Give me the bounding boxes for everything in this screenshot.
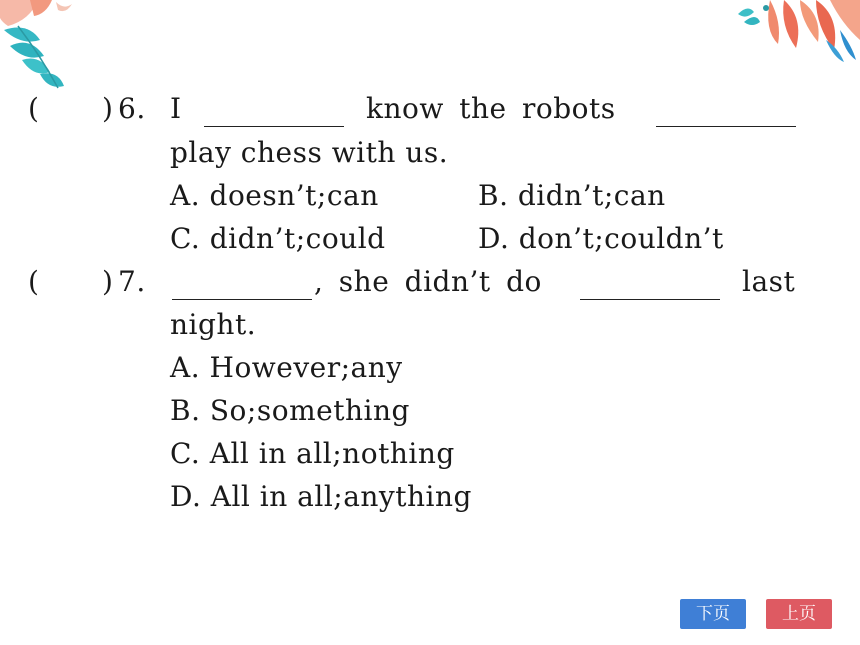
q6-option-c: C. didn’t;could	[170, 222, 386, 255]
leaf-decoration-icon	[0, 0, 90, 95]
q6-paren-close: )	[102, 92, 114, 125]
flower-decoration-icon	[730, 0, 860, 70]
q6-option-a: A. doesn’t;can	[170, 179, 379, 212]
q7-paren-open: (	[28, 265, 40, 298]
next-page-button[interactable]: 下页	[680, 599, 746, 629]
q6-stem-middle: know the robots	[366, 92, 616, 125]
q6-blank-2[interactable]	[656, 126, 796, 127]
q7-option-a: A. However;any	[170, 351, 403, 384]
q7-stem-middle: , she didn’t do	[314, 265, 542, 298]
q7-option-c: C. All in all;nothing	[170, 437, 455, 470]
previous-page-button[interactable]: 上页	[766, 599, 832, 629]
q6-stem-subject: I	[170, 92, 182, 125]
q7-stem-end: last	[742, 265, 796, 298]
q7-option-d: D. All in all;anything	[170, 480, 472, 513]
q7-blank-1[interactable]	[172, 299, 312, 300]
q6-paren-open: (	[28, 92, 40, 125]
q7-option-b: B. So;something	[170, 394, 410, 427]
q7-blank-2[interactable]	[580, 299, 720, 300]
q7-paren-close: )	[102, 265, 114, 298]
q6-stem-line2: play chess with us.	[170, 136, 449, 169]
q6-option-b: B. didn’t;can	[478, 179, 666, 212]
q6-option-d: D. don’t;couldn’t	[478, 222, 724, 255]
q7-stem-line2: night.	[170, 308, 257, 341]
q7-number: 7.	[118, 265, 146, 298]
q6-blank-1[interactable]	[204, 126, 344, 127]
q6-number: 6.	[118, 92, 146, 125]
